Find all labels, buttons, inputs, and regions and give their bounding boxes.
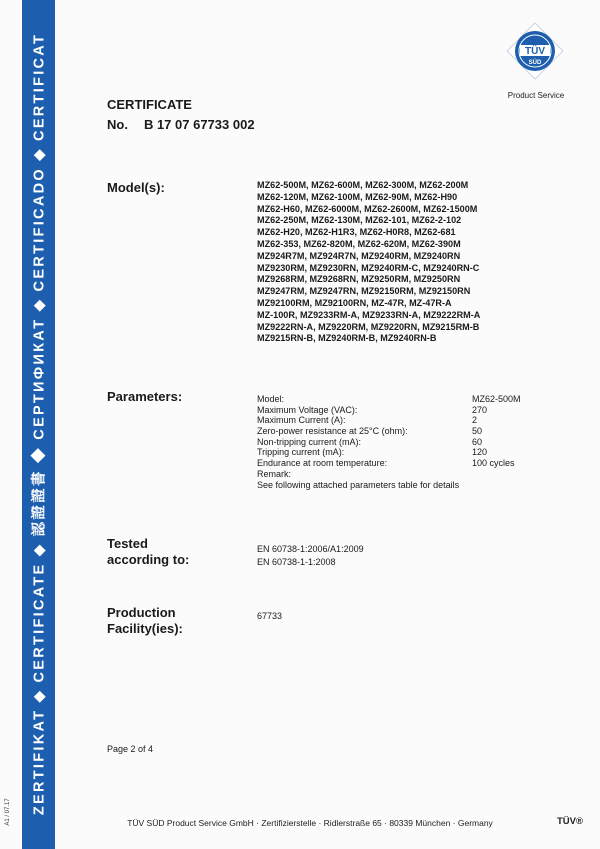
parameter-name: Maximum Current (A):: [257, 415, 346, 426]
standard-item: EN 60738-1:2006/A1:2009: [257, 544, 364, 554]
parameter-value: MZ62-500M: [472, 394, 521, 404]
form-code: A1 / 07.17: [5, 798, 11, 826]
model-line: MZ9230RM, MZ9230RN, MZ9240RM-C, MZ9240RN-C: [257, 262, 480, 273]
certificate-number: [107, 117, 255, 132]
page-number: Page 2 of 4: [107, 744, 154, 754]
model-line: MZ-100R, MZ9233RM-A, MZ9233RN-A, MZ9222RM-A: [257, 309, 481, 320]
logo-sub-text: SÜD: [528, 60, 542, 66]
parameter-name: Zero-power resistance at 25°C (ohm):: [257, 426, 408, 437]
parameter-row: [257, 447, 488, 458]
parameter-value: 2: [472, 415, 478, 426]
parameter-row: [257, 415, 478, 426]
parameter-value: 100 cycles: [472, 458, 515, 469]
tuv-sud-logo-icon: [506, 22, 564, 80]
parameter-row: [257, 469, 459, 480]
parameter-row: [257, 426, 483, 437]
parameter-name: Remark:: [257, 468, 292, 479]
model-line: MZ62-500M, MZ62-600M, MZ62-300M, MZ62-200M: [257, 180, 469, 190]
tested-standards: [257, 543, 364, 568]
model-line: MZ9215RN-B, MZ9240RM-B, MZ9240RN-B: [257, 333, 437, 344]
model-line: MZ924R7M, MZ924R7N, MZ9240RM, MZ9240RN: [257, 250, 461, 261]
model-line: MZ9222RN-A, MZ9220RM, MZ9220RN, MZ9215RM-B: [257, 321, 480, 332]
model-line: MZ62-353, MZ62-820M, MZ62-620M, MZ62-390M: [257, 238, 461, 249]
model-line: MZ62-250M, MZ62-130M, MZ62-101, MZ62-2-102: [257, 215, 462, 226]
parameter-row: [257, 436, 483, 448]
parameter-name: Tripping current (mA):: [257, 447, 345, 458]
parameter-name: Maximum Voltage (VAC):: [257, 404, 358, 415]
parameters-label: Parameters:: [107, 389, 183, 404]
model-line: MZ62-H20, MZ62-H1R3, MZ62-H0R8, MZ62-681: [257, 227, 456, 238]
parameter-value: 120: [472, 447, 488, 458]
parameter-name: Endurance at room temperature:: [257, 458, 388, 469]
standard-item: EN 60738-1-1:2008: [257, 556, 336, 567]
tested-label: [107, 536, 189, 568]
model-line: MZ62-120M, MZ62-100M, MZ62-90M, MZ62-H90: [257, 191, 458, 202]
parameter-row: [257, 480, 459, 491]
model-line: MZ62-H60, MZ62-6000M, MZ62-2600M, MZ62-1500M: [257, 203, 478, 214]
footer-address: TÜV SÜD Product Service GmbH · Zertifizierstelle · Ridlerstraße 65 · 80339 München · Germany: [127, 818, 493, 828]
parameters-table: [257, 394, 521, 490]
certificate-title: CERTIFICATE: [107, 97, 192, 112]
model-line: MZ92100RM, MZ92100RN, MZ-47R, MZ-47R-A: [257, 297, 452, 308]
parameter-name: Non-tripping current (mA):: [257, 436, 362, 447]
parameter-row: [257, 394, 521, 405]
model-line: MZ9268RM, MZ9268RN, MZ9250RM, MZ9250RN: [257, 274, 461, 285]
tested-label-line: Tested: [107, 536, 148, 551]
parameter-name: Model:: [257, 394, 285, 404]
models-list: [257, 180, 577, 345]
sidebar-multilingual-text: ZERTIFIKAT ◆ CERTIFICATE ◆ 認證證書 ◆ СЕРТИФИКАТ ◆ CERTIFICADO ◆ CERTIFICAT: [31, 32, 48, 816]
logo-caption: Product Service: [507, 91, 565, 100]
parameter-value: 50: [472, 426, 483, 437]
logo-brand-text: TÜV: [525, 46, 545, 57]
certificate-number-label: No.: [107, 117, 128, 132]
production-facility-value: 67733: [257, 611, 283, 621]
parameter-value: 270: [472, 404, 488, 415]
models-label: Model(s):: [107, 180, 165, 195]
parameter-row: [257, 458, 515, 469]
tested-label-line: according to:: [107, 552, 190, 567]
model-line: MZ9247RM, MZ9247RN, MZ92150RM, MZ92150RN: [257, 286, 471, 297]
production-label-line: Facility(ies):: [107, 621, 183, 636]
certificate-number-value: B 17 07 67733 002: [143, 117, 255, 132]
parameter-value: 60: [472, 436, 483, 447]
footer-logo: TÜV®: [557, 816, 583, 827]
production-label-line: Production: [107, 605, 176, 620]
parameter-name: See following attached parameters table for details: [257, 479, 460, 490]
parameter-row: [257, 404, 488, 416]
production-label: [107, 605, 183, 637]
